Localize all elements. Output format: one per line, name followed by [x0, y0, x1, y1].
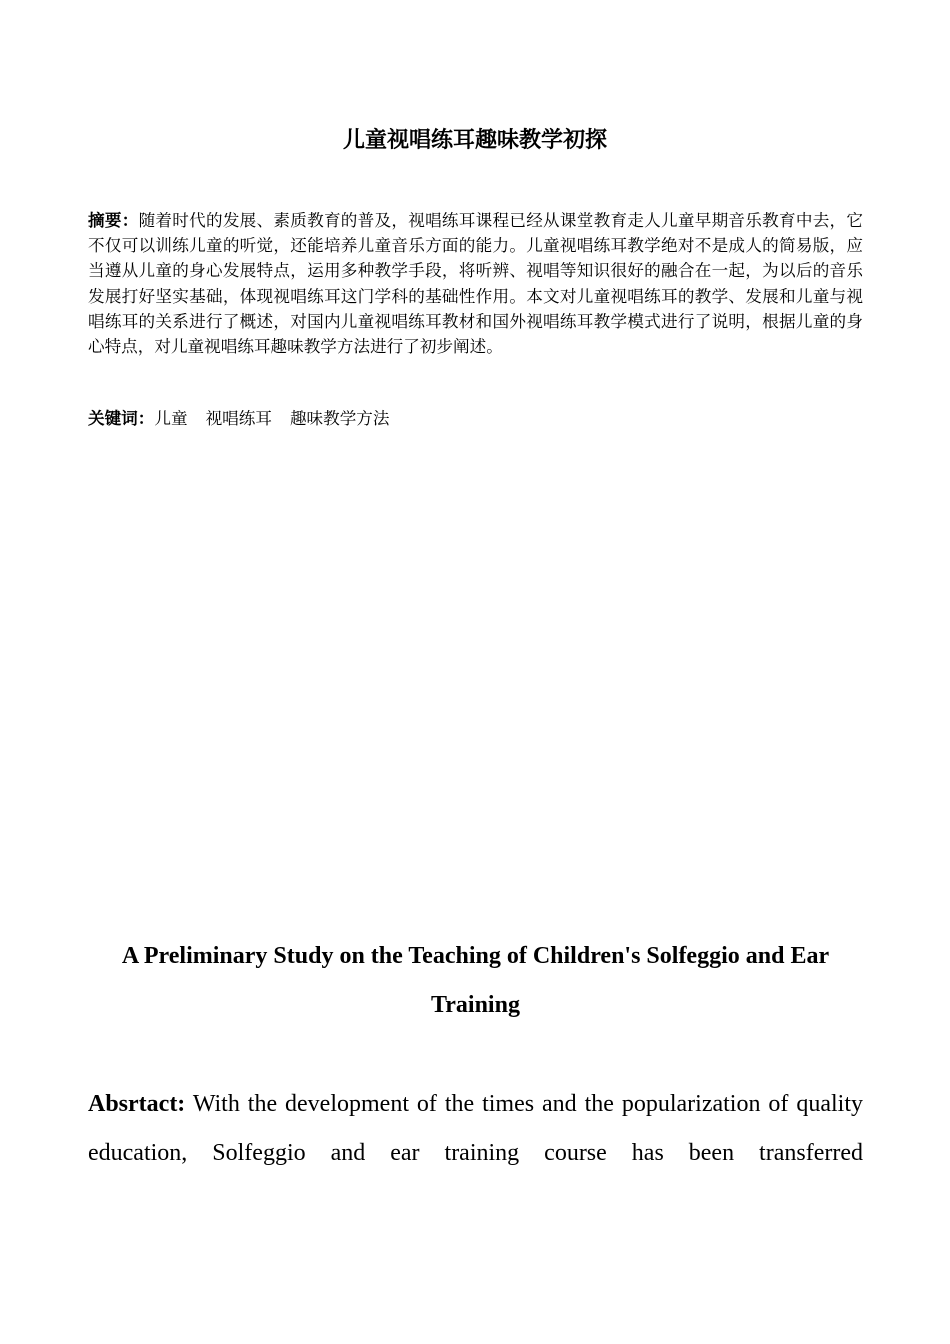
english-abstract-label: Absrtact: — [88, 1091, 186, 1117]
english-abstract-text: With the development of the times and the popularization of quality education, Solfeggio and ear training course has been transferred — [88, 1091, 863, 1166]
english-abstract — [88, 1080, 863, 1178]
chinese-keywords — [88, 406, 863, 431]
keyword-item: 趣味教学方法 — [289, 409, 390, 428]
keyword-item: 视唱练耳 — [205, 409, 272, 428]
chinese-abstract-label: 摘要： — [88, 211, 139, 230]
chinese-title: 儿童视唱练耳趣味教学初探 — [342, 128, 607, 153]
chinese-keywords-label: 关键词： — [88, 409, 155, 428]
chinese-abstract-text: 随着时代的发展、素质教育的普及，视唱练耳课程已经从课堂教育走人儿童早期音乐教育中去，它不仅可以训练儿童的听觉，还能培养儿童音乐方面的能力。儿童视唱练耳教学绝对不是成人的简易版，应当遵从儿童的身心发展特点，运用多种教学手段，将听辨、视唱等知识很好的融合在一起，为以后的音乐发展打好坚实基础，体现视唱练耳这门学科的基础性作用。本文对儿童视唱练耳的教学、发展和儿童与视唱练耳的关系进行了概述，对国内儿童视唱练耳教材和国外视唱练耳教学模式进行了说明，根据儿童的身心特点，对儿童视唱练耳趣味教学方法进行了初步阐述。 — [88, 211, 863, 357]
keyword-item: 儿童 — [154, 409, 188, 428]
english-title: A Preliminary Study on the Teaching of Children's Solfeggio and Ear Training — [121, 943, 830, 1018]
chinese-abstract — [88, 208, 863, 359]
